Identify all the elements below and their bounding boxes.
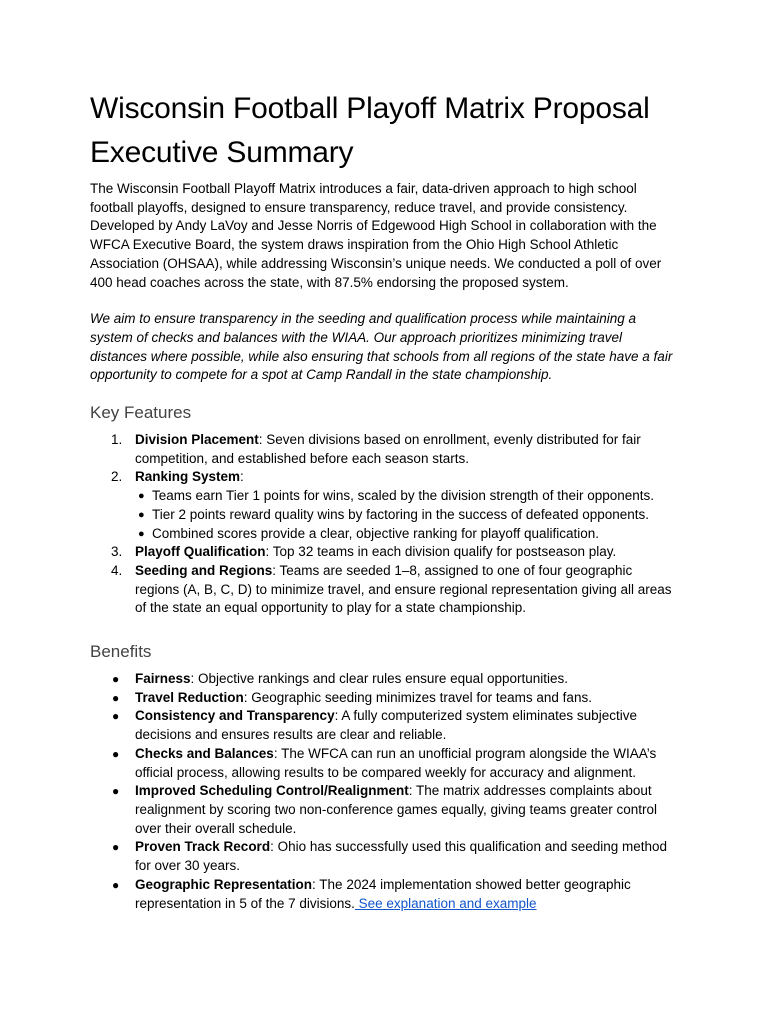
list-number: 3. [111,544,123,560]
bullet-icon: ● [112,672,120,687]
bullet-icon: ● [112,746,120,761]
benefit-text: : The matrix addresses complaints about realignment by scoring two non-conference games equally, giving teams greater control over their overall schedule. [135,783,658,836]
bullet-icon: ● [112,840,120,855]
intro-paragraph: The Wisconsin Football Playoff Matrix introduces a fair, data-driven approach to high school football playoffs, designed to ensure transparency, reduce travel, and provide consistency. Developed by Andy LaVoy and Jesse Norris of Edgewood High School in collaboration with the WFCA Executive Board, the system draws inspiration from the Ohio High School Athletic Association (OHSAA), while addressing Wisconsin’s unique needs. We conducted a poll of over 400 head coaches across the state, with 87.5% endorsing the proposed system. [90,181,662,290]
benefit-item [90,838,678,875]
benefit-text: : Objective rankings and clear rules ensure equal opportunities. [190,671,568,687]
bullet-icon: ● [138,490,145,503]
benefit-item [90,707,678,744]
bullet-icon: ● [138,508,145,521]
feature-item [90,468,678,543]
bullet-icon: ● [112,784,120,799]
benefit-text: : Ohio has successfully used this qualification and seeding method for over 30 years. [135,839,668,874]
benefit-text: : A fully computerized system eliminates subjective decisions and ensures results are clear and reliable. [135,708,637,743]
mission-paragraph: We aim to ensure transparency in the seeding and qualification process while maintaining a system of checks and balances with the WIAA. Our approach prioritizes minimizing travel distances where possible, while also ensuring that schools from all regions of the state have a fair opportunity to compete for a spot at Camp Randall in the state championship. [90,311,673,383]
benefit-term: Travel Reduction [135,689,244,705]
feature-item [90,543,678,562]
benefit-item [90,876,678,913]
document-subtitle: Executive Summary [90,136,354,169]
bullet-icon: ● [112,709,120,724]
benefit-text: : The WFCA can run an unofficial program alongside the WIAA’s official process, allowing results to be compared weekly for accuracy and alignment. [135,745,657,780]
list-number: 2. [111,469,123,485]
benefits-heading: Benefits [90,642,152,662]
feature-text: : [240,469,244,485]
key-features-heading: Key Features [90,403,192,423]
bullet-icon: ● [112,877,120,892]
benefit-text: : Geographic seeding minimizes travel for teams and fans. [243,689,592,705]
bullet-icon: ● [138,527,145,540]
feature-term: Seeding and Regions [135,562,273,578]
document-title: Wisconsin Football Playoff Matrix Proposal [90,92,650,125]
benefit-term: Consistency and Transparency [135,708,335,724]
list-number: 1. [111,432,123,448]
feature-text: : Top 32 teams in each division qualify for postseason play. [265,544,617,560]
benefit-text: : The 2024 implementation showed better geographic representation in 5 of the 7 divisions. [135,876,631,911]
feature-text: : Teams are seeded 1–8, assigned to one of four geographic regions (A, B, C, D) to minimize travel, and ensure regional representation giving all areas of the state an equal opportunity to play for a state championship. [135,562,672,616]
feature-item [90,562,678,618]
sub-list-item: ● Tier 2 points reward quality wins by factoring in the success of defeated opponents. [135,506,678,525]
explanation-link[interactable]: See explanation and example [354,895,537,911]
benefit-term: Improved Scheduling Control/Realignment [135,783,409,799]
ranking-sub-list [135,487,678,543]
list-number: 4. [111,562,123,578]
benefit-item [90,745,678,782]
benefit-item [90,689,678,708]
sub-list-item: ● Teams earn Tier 1 points for wins, scaled by the division strength of their opponents. [135,487,678,506]
benefit-term: Geographic Representation [135,876,313,892]
feature-term: Playoff Qualification [135,544,266,560]
feature-text: : Seven divisions based on enrollment, evenly distributed for fair competition, and established before each season starts. [135,432,641,466]
benefit-term: Fairness [135,671,191,687]
benefit-item [90,782,678,838]
feature-term: Ranking System [135,469,241,485]
bullet-icon: ● [112,690,120,705]
benefit-term: Checks and Balances [135,745,274,761]
benefit-term: Proven Track Record [135,839,271,855]
feature-term: Division Placement [135,432,259,448]
benefit-item [90,670,678,689]
sub-list-item: ● Combined scores provide a clear, objective ranking for playoff qualification. [135,525,678,544]
feature-item [90,431,678,468]
benefits-list [90,670,678,913]
key-features-list [90,431,678,618]
